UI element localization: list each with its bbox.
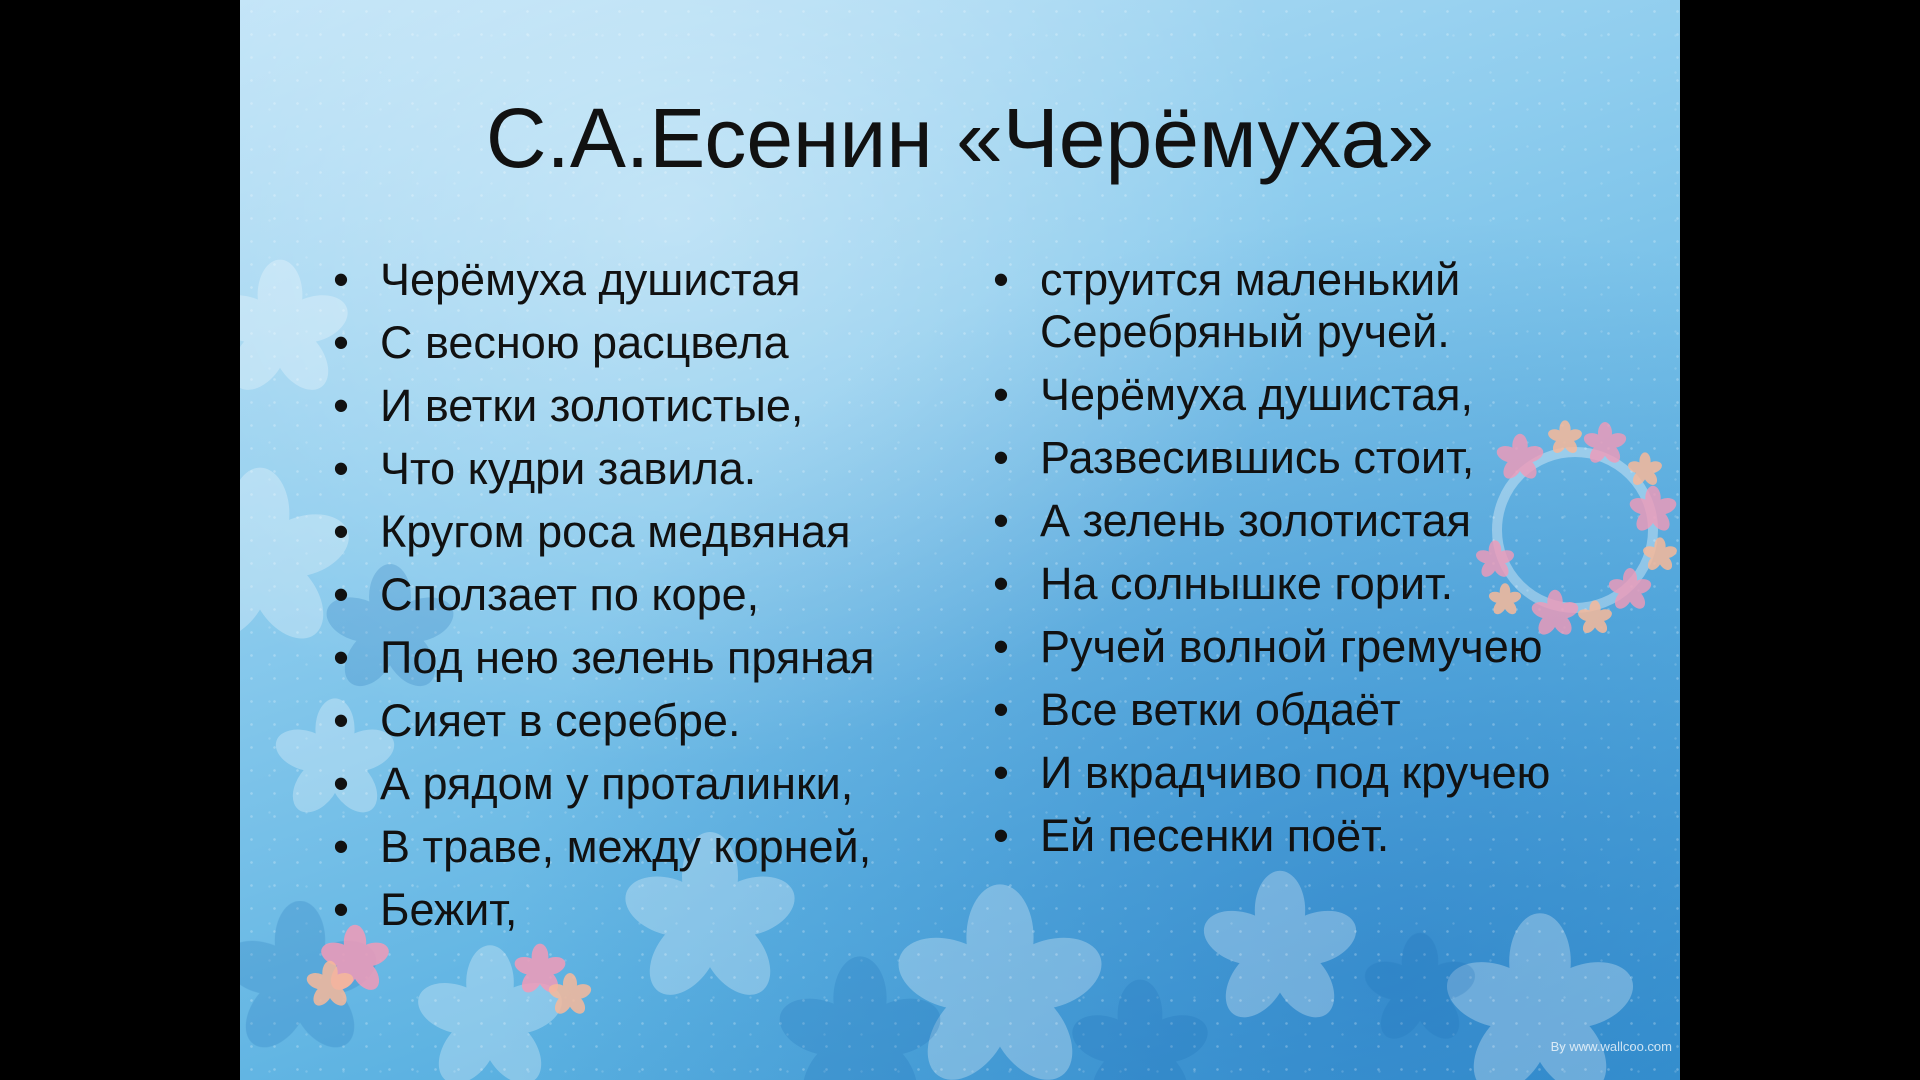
bullet-icon: • xyxy=(333,506,349,557)
poem-line xyxy=(326,380,946,432)
poem-line xyxy=(326,569,946,621)
poem-line-text: струится маленький Серебряный ручей. xyxy=(1040,254,1461,357)
poem-line-text: Сияет в серебре. xyxy=(380,695,741,746)
poem-line xyxy=(986,810,1626,862)
poem-line xyxy=(986,432,1626,484)
slide-title: С.А.Есенин «Черёмуха» xyxy=(485,91,1435,185)
image-credit: By www.wallcoo.com xyxy=(1550,1039,1672,1054)
bullet-icon: • xyxy=(993,495,1009,546)
poem-line-text: И ветки золотистые, xyxy=(380,380,804,431)
bullet-icon: • xyxy=(993,684,1009,735)
poem-line xyxy=(326,695,946,747)
poem-line-text: Черёмуха душистая xyxy=(380,254,801,305)
poem-line xyxy=(326,632,946,684)
bullet-icon: • xyxy=(333,569,349,620)
poem-line-text: Сползает по коре, xyxy=(380,569,760,620)
poem-line xyxy=(326,821,946,873)
bullet-icon: • xyxy=(333,758,349,809)
poem-line-text: Ей песенки поёт. xyxy=(1040,810,1390,861)
poem-line xyxy=(326,443,946,495)
poem-line-text: Черёмуха душистая, xyxy=(1040,369,1474,420)
bullet-icon: • xyxy=(993,369,1009,420)
poem-line xyxy=(986,621,1626,673)
poem-line-text: В траве, между корней, xyxy=(380,821,872,872)
poem-line xyxy=(986,369,1626,421)
poem-line xyxy=(326,317,946,369)
bullet-icon: • xyxy=(333,821,349,872)
poem-left-column xyxy=(326,254,946,947)
poem-line-text: Кругом роса медвяная xyxy=(380,506,851,557)
bullet-icon: • xyxy=(993,621,1009,672)
bullet-icon: • xyxy=(993,432,1009,483)
poem-right-column xyxy=(986,254,1626,873)
bullet-icon: • xyxy=(333,632,349,683)
poem-line xyxy=(986,747,1626,799)
poem-line xyxy=(986,558,1626,610)
poem-line-text: Под нею зелень пряная xyxy=(380,632,875,683)
bullet-icon: • xyxy=(993,747,1009,798)
bullet-icon: • xyxy=(333,884,349,935)
poem-line xyxy=(986,495,1626,547)
poem-line-text: А зелень золотистая xyxy=(1040,495,1471,546)
poem-line xyxy=(326,884,946,936)
poem-line xyxy=(326,758,946,810)
bullet-icon: • xyxy=(993,558,1009,609)
poem-line-text: И вкрадчиво под кручею xyxy=(1040,747,1551,798)
poem-line-text: С весною расцвела xyxy=(380,317,789,368)
bullet-icon: • xyxy=(333,695,349,746)
poem-line-text: А рядом у проталинки, xyxy=(380,758,854,809)
poem-line xyxy=(326,506,946,558)
poem-line xyxy=(986,254,1626,358)
poem-line-text: На солнышке горит. xyxy=(1040,558,1454,609)
poem-line xyxy=(326,254,946,306)
bullet-icon: • xyxy=(333,443,349,494)
poem-line xyxy=(986,684,1626,736)
bullet-icon: • xyxy=(993,810,1009,861)
bullet-icon: • xyxy=(993,254,1009,305)
poem-line-text: Все ветки обдаёт xyxy=(1040,684,1401,735)
slide xyxy=(240,0,1680,1080)
poem-line-text: Бежит, xyxy=(380,884,518,935)
poem-line-text: Развесившись стоит, xyxy=(1040,432,1475,483)
bullet-icon: • xyxy=(333,254,349,305)
poem-line-text: Что кудри завила. xyxy=(380,443,757,494)
bullet-icon: • xyxy=(333,380,349,431)
poem-line-text: Ручей волной гремучею xyxy=(1040,621,1543,672)
bullet-icon: • xyxy=(333,317,349,368)
